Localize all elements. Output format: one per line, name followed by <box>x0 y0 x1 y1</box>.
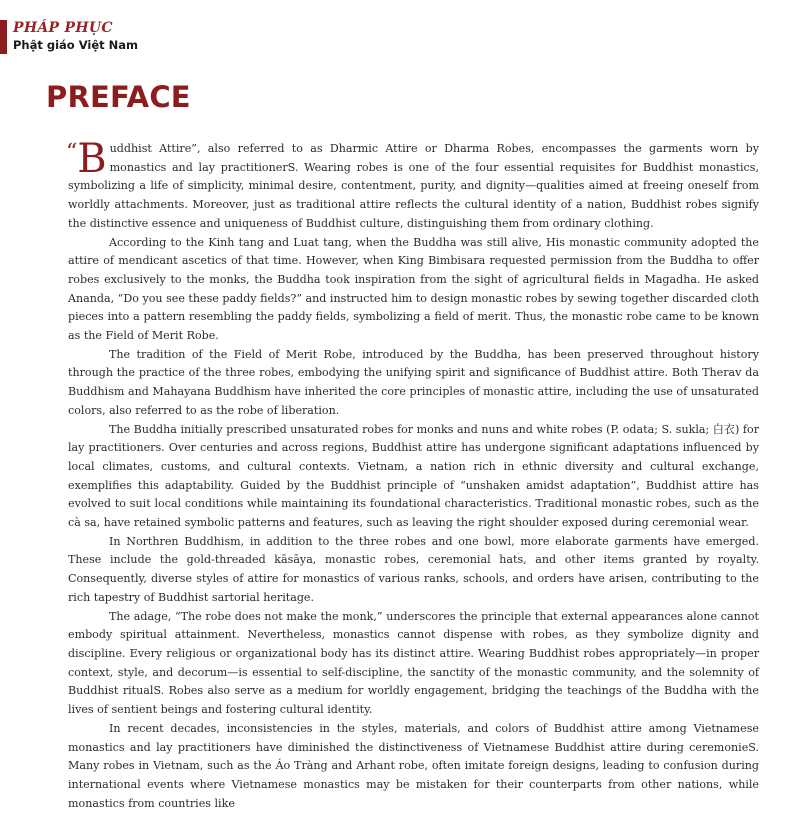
preface-body <box>66 136 760 813</box>
paragraph: In Northren Buddhism, in addition to the three robes and one bowl, more elaborate garments have emerged. These include the gold-threaded kāsāya, monastic robes, ceremonial hats, and other items granted by royalty. Consequently, diverse styles of attire for monastics of various ranks, schools, and orders have arisen, contributing to the rich tapestry of Buddhist sartorial heritage. <box>68 534 759 604</box>
page-title: PREFACE <box>46 80 191 114</box>
publication-header <box>0 18 180 54</box>
drop-cap-letter: B <box>77 136 107 182</box>
header-accent-bar <box>0 20 7 54</box>
paragraph-text: uddhist Attire”, also referred to as Dharmic Attire or Dharma Robes, encompasses the garments worn by monastics and lay practitionerS. Wearing robes is one of the four essential requisites for Buddhist monastics, symbolizing a life of simplicity, minimal desire, contentment, purity, and dignity—qualities aimed at freeing oneself from worldly attachments. Moreover, just as traditional attire reflects the cultural identity of a nation, Buddhist robes signify the distinctive essence and uniqueness of Buddhist culture, distinguishing them from ordinary clothing. <box>68 142 759 230</box>
paragraph: The adage, “The robe does not make the monk,” underscores the principle that external appearances alone cannot embody spiritual attainment. Nevertheless, monastics cannot dispense with robes, as they symbolize dignity and discipline. Every religious or organizational body has its distinct attire. Wearing Buddhist robes appropriately—in proper context, style, and decorum—is essential to self-discipline, the sanctity of the monastic community, and the solemnity of Buddhist ritualS. Robes also serve as a medium for worldly engagement, bridging the teachings of the Buddha with the lives of sentient beings and fostering cultural identity. <box>68 609 759 717</box>
publication-title: PHÁP PHỤC <box>13 20 113 36</box>
drop-cap <box>66 136 107 182</box>
paragraph: The Buddha initially prescribed unsaturated robes for monks and nuns and white robes (P. odata; S. sukla; 白衣) for lay practitioners. Over centuries and across regions, Buddhist attire has undergone significant adaptations influenced by local climates, customs, and cultural contexts. Vietnam, a nation rich in ethnic diversity and cultural exchange, exemplifies this adaptability. Guided by the Buddhist principle of “unshaken amidst adaptation”, Buddhist attire has evolved to suit local conditions while maintaining its foundational characteristics. Traditional monastic robes, such as the cà sa, have retained symbolic patterns and features, such as leaving the right shoulder exposed during ceremonial wear. <box>68 422 759 530</box>
drop-cap-quote: “ <box>66 140 78 165</box>
paragraph: In recent decades, inconsistencies in the styles, materials, and colors of Buddhist attire among Vietnamese monastics and lay practitioners have diminished the distinctiveness of Vietnamese Buddhist attire during ceremonieS. Many robes in Vietnam, such as the Áo Tràng and Arhant robe, often imitate foreign designs, leading to confusion during international events where Vietnamese monastics may be mistaken for their counterparts from other nations, while monastics from countries like <box>68 721 759 810</box>
paragraph: According to the Kinh tang and Luat tang, when the Buddha was still alive, His monastic community adopted the attire of mendicant ascetics of that time. However, when King Bimbisara requested permission from the Buddha to offer robes exclusively to the monks, the Buddha took inspiration from the sight of agricultural fields in Magadha. He asked Ananda, “Do you see these paddy fields?” and instructed him to design monastic robes by sewing together discarded cloth pieces into a pattern resembling the paddy fields, symbolizing a field of merit. Thus, the monastic robe came to be known as the Field of Merit Robe. <box>68 235 760 343</box>
paragraph: The tradition of the Field of Merit Robe, introduced by the Buddha, has been preserved throughout history through the practice of the three robes, embodying the unifying spirit and significance of Buddhist attire. Both Therav da Buddhism and Mahayana Buddhism have inherited the core principles of monastic attire, including the use of unsaturated colors, also referred to as the robe of liberation. <box>68 347 759 417</box>
publication-subtitle: Phật giáo Việt Nam <box>13 38 139 52</box>
paragraph <box>66 136 759 234</box>
